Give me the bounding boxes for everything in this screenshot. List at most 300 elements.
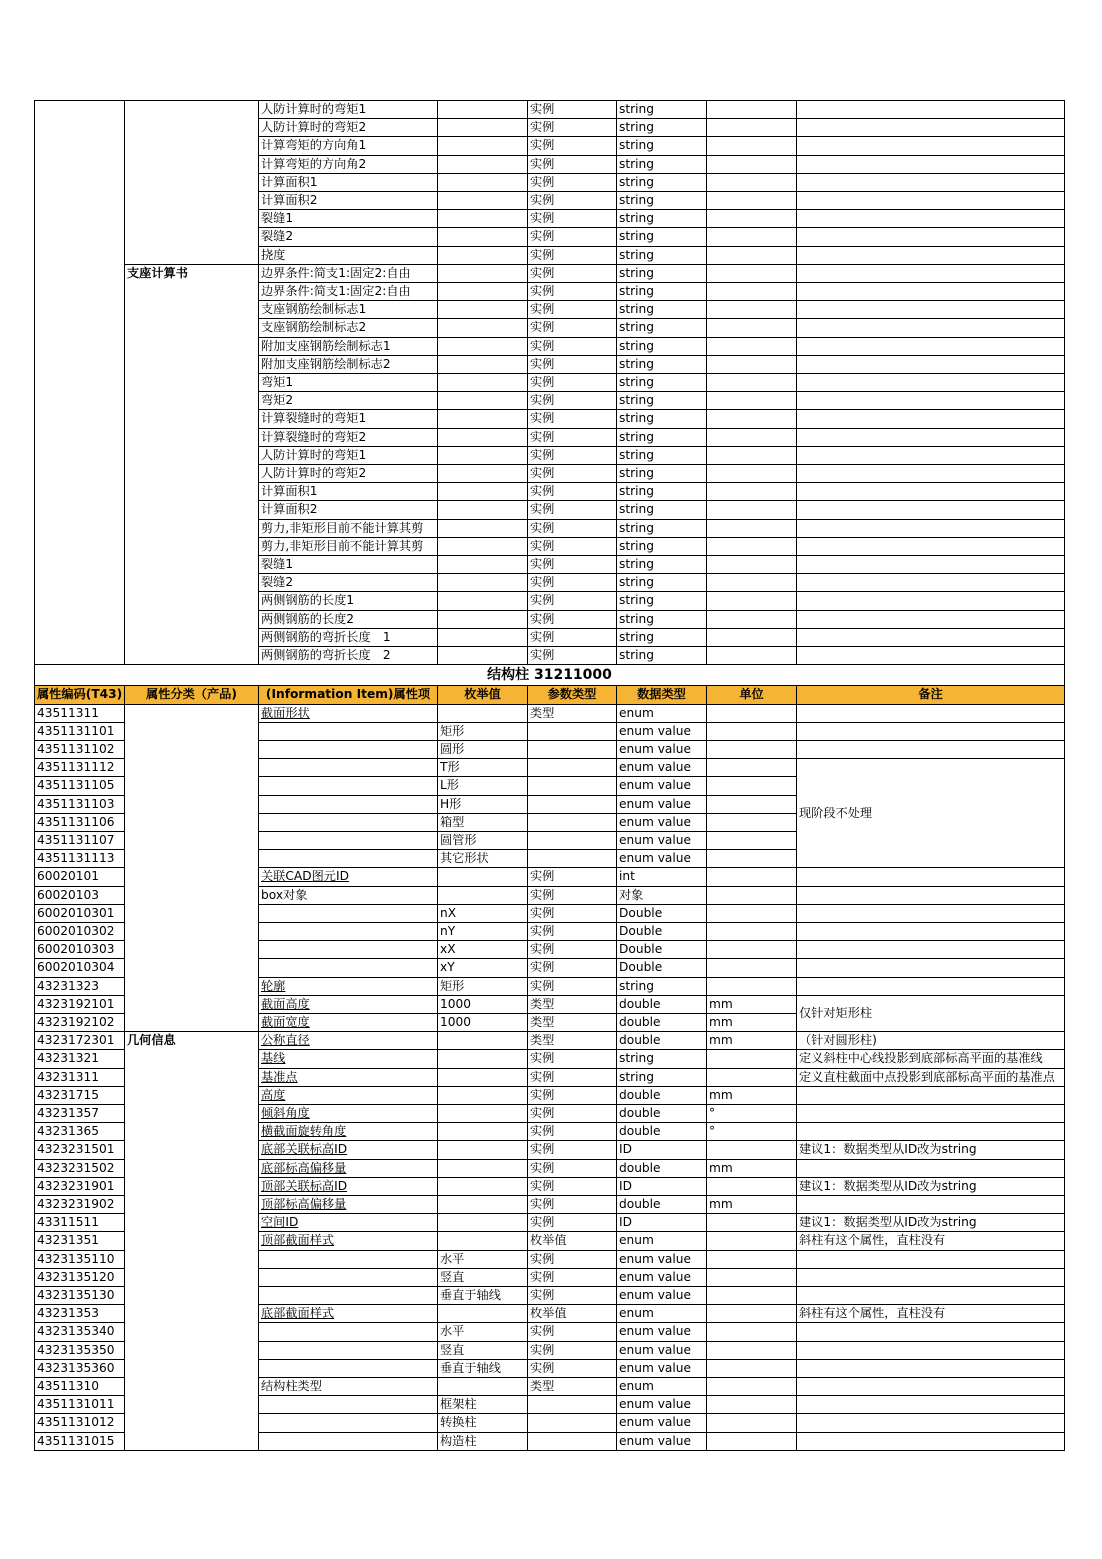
data-type-cell: enum value — [617, 740, 707, 758]
data-type-cell: enum value — [617, 831, 707, 849]
property-item-cell — [259, 1359, 438, 1377]
data-type-cell: enum value — [617, 1359, 707, 1377]
code-cell: 4351131107 — [35, 831, 125, 849]
enum-cell: 竖直 — [438, 1268, 528, 1286]
enum-cell: 框架柱 — [438, 1396, 528, 1414]
code-cell: 4351131106 — [35, 813, 125, 831]
enum-cell — [438, 1086, 528, 1104]
data-type-cell: enum value — [617, 850, 707, 868]
note-cell — [797, 941, 1065, 959]
enum-cell — [438, 610, 528, 628]
unit-cell — [707, 1323, 797, 1341]
enum-cell: H形 — [438, 795, 528, 813]
code-cell: 43311511 — [35, 1214, 125, 1232]
column-header: 备注 — [797, 686, 1065, 704]
data-type-cell: string — [617, 155, 707, 173]
param-type-cell: 实例 — [528, 173, 617, 191]
code-cell: 4351131112 — [35, 759, 125, 777]
param-type-cell: 实例 — [528, 1323, 617, 1341]
unit-cell — [707, 501, 797, 519]
table-row — [35, 101, 1065, 119]
column-header: 枚举值 — [438, 686, 528, 704]
unit-cell — [707, 1414, 797, 1432]
property-item-cell: 裂缝1 — [259, 210, 438, 228]
property-item-cell: 顶部关联标高ID — [259, 1177, 438, 1195]
note-cell — [797, 264, 1065, 282]
unit-cell — [707, 519, 797, 537]
data-type-cell: Double — [617, 922, 707, 940]
unit-cell: ° — [707, 1123, 797, 1141]
property-item-cell: 底部标高偏移量 — [259, 1159, 438, 1177]
param-type-cell: 类型 — [528, 704, 617, 722]
data-type-cell: string — [617, 483, 707, 501]
param-type-cell: 实例 — [528, 1195, 617, 1213]
param-type-cell: 实例 — [528, 264, 617, 282]
note-cell — [797, 173, 1065, 191]
enum-cell — [438, 264, 528, 282]
note-cell — [797, 301, 1065, 319]
unit-cell — [707, 1341, 797, 1359]
note-cell — [797, 610, 1065, 628]
param-type-cell — [528, 813, 617, 831]
unit-cell — [707, 777, 797, 795]
note-cell — [797, 1359, 1065, 1377]
property-item-cell: 计算面积1 — [259, 173, 438, 191]
code-cell: 43511311 — [35, 704, 125, 722]
enum-cell — [438, 501, 528, 519]
property-item-cell: 截面高度 — [259, 995, 438, 1013]
param-type-cell: 实例 — [528, 319, 617, 337]
note-cell — [797, 1396, 1065, 1414]
code-cell: 6002010304 — [35, 959, 125, 977]
unit-cell — [707, 246, 797, 264]
data-type-cell: string — [617, 537, 707, 555]
param-type-cell — [528, 850, 617, 868]
param-type-cell: 实例 — [528, 392, 617, 410]
code-cell: 4351131105 — [35, 777, 125, 795]
data-type-cell: ID — [617, 1214, 707, 1232]
note-cell — [797, 574, 1065, 592]
unit-cell — [707, 173, 797, 191]
property-item-cell: 基准点 — [259, 1068, 438, 1086]
enum-cell — [438, 1232, 528, 1250]
property-item-cell: 计算面积1 — [259, 483, 438, 501]
property-item-cell — [259, 1268, 438, 1286]
unit-cell — [707, 101, 797, 119]
note-cell — [797, 868, 1065, 886]
unit-cell — [707, 264, 797, 282]
data-type-cell: enum — [617, 1378, 707, 1396]
data-type-cell: enum value — [617, 795, 707, 813]
param-type-cell: 实例 — [528, 374, 617, 392]
unit-cell — [707, 283, 797, 301]
param-type-cell: 实例 — [528, 101, 617, 119]
property-item-cell — [259, 1287, 438, 1305]
param-type-cell: 实例 — [528, 301, 617, 319]
note-cell — [797, 1323, 1065, 1341]
property-item-cell: 结构柱类型 — [259, 1378, 438, 1396]
param-type-cell: 类型 — [528, 995, 617, 1013]
param-type-cell: 实例 — [528, 355, 617, 373]
data-type-cell: enum — [617, 704, 707, 722]
enum-cell: nX — [438, 904, 528, 922]
property-item-cell — [259, 922, 438, 940]
note-cell — [797, 501, 1065, 519]
param-type-cell: 实例 — [528, 119, 617, 137]
property-item-cell: 人防计算时的弯矩2 — [259, 465, 438, 483]
param-type-cell: 实例 — [528, 610, 617, 628]
data-type-cell: double — [617, 1032, 707, 1050]
property-item-cell: 计算弯矩的方向角1 — [259, 137, 438, 155]
data-type-cell: double — [617, 1195, 707, 1213]
unit-cell — [707, 465, 797, 483]
data-type-cell: string — [617, 592, 707, 610]
note-cell: 仅针对矩形柱 — [797, 995, 1065, 1031]
unit-cell — [707, 831, 797, 849]
enum-cell — [438, 301, 528, 319]
param-type-cell: 实例 — [528, 1268, 617, 1286]
unit-cell — [707, 959, 797, 977]
data-type-cell: ID — [617, 1177, 707, 1195]
property-item-cell: 底部关联标高ID — [259, 1141, 438, 1159]
unit-cell — [707, 119, 797, 137]
property-item-cell: box对象 — [259, 886, 438, 904]
data-type-cell: double — [617, 1086, 707, 1104]
data-type-cell: string — [617, 337, 707, 355]
param-type-cell: 实例 — [528, 483, 617, 501]
param-type-cell — [528, 1432, 617, 1450]
unit-cell — [707, 941, 797, 959]
param-type-cell: 类型 — [528, 1013, 617, 1031]
param-type-cell — [528, 722, 617, 740]
data-type-cell: string — [617, 574, 707, 592]
data-type-cell: string — [617, 446, 707, 464]
param-type-cell: 实例 — [528, 210, 617, 228]
column-header: 单位 — [707, 686, 797, 704]
unit-cell — [707, 446, 797, 464]
unit-cell — [707, 740, 797, 758]
note-cell: 斜柱有这个属性，直柱没有 — [797, 1305, 1065, 1323]
section-title: 结构柱 31211000 — [35, 665, 1065, 686]
enum-cell: 竖直 — [438, 1341, 528, 1359]
code-cell: 4323135350 — [35, 1341, 125, 1359]
unit-cell — [707, 374, 797, 392]
enum-cell — [438, 392, 528, 410]
unit-cell — [707, 1432, 797, 1450]
unit-cell — [707, 192, 797, 210]
property-item-cell: 顶部标高偏移量 — [259, 1195, 438, 1213]
data-type-cell: 对象 — [617, 886, 707, 904]
property-item-cell: 倾斜角度 — [259, 1104, 438, 1122]
property-item-cell — [259, 813, 438, 831]
property-item-cell — [259, 777, 438, 795]
enum-cell: 垂直于轴线 — [438, 1359, 528, 1377]
note-cell — [797, 1104, 1065, 1122]
property-item-cell: 裂缝2 — [259, 228, 438, 246]
note-cell: 建议1：数据类型从ID改为string — [797, 1177, 1065, 1195]
enum-cell — [438, 1068, 528, 1086]
data-type-cell: string — [617, 301, 707, 319]
note-cell — [797, 446, 1065, 464]
note-cell — [797, 1287, 1065, 1305]
property-item-cell: 裂缝2 — [259, 574, 438, 592]
note-cell — [797, 428, 1065, 446]
unit-cell — [707, 155, 797, 173]
param-type-cell: 实例 — [528, 283, 617, 301]
enum-cell — [438, 1177, 528, 1195]
enum-cell: 1000 — [438, 995, 528, 1013]
param-type-cell: 实例 — [528, 228, 617, 246]
unit-cell — [707, 410, 797, 428]
property-item-cell: 人防计算时的弯矩1 — [259, 446, 438, 464]
data-type-cell: string — [617, 501, 707, 519]
unit-cell — [707, 886, 797, 904]
data-type-cell: enum value — [617, 1287, 707, 1305]
unit-cell — [707, 850, 797, 868]
data-type-cell: enum value — [617, 1341, 707, 1359]
enum-cell — [438, 1378, 528, 1396]
unit-cell — [707, 1359, 797, 1377]
code-cell: 4323135130 — [35, 1287, 125, 1305]
param-type-cell: 实例 — [528, 959, 617, 977]
enum-cell — [438, 374, 528, 392]
unit-cell — [707, 228, 797, 246]
param-type-cell — [528, 1414, 617, 1432]
param-type-cell: 实例 — [528, 1159, 617, 1177]
data-type-cell: enum value — [617, 1268, 707, 1286]
param-type-cell: 实例 — [528, 1359, 617, 1377]
param-type-cell: 实例 — [528, 922, 617, 940]
property-item-cell: 基线 — [259, 1050, 438, 1068]
enum-cell — [438, 246, 528, 264]
note-cell — [797, 101, 1065, 119]
note-cell — [797, 537, 1065, 555]
enum-cell: T形 — [438, 759, 528, 777]
unit-cell — [707, 337, 797, 355]
property-item-cell: 边界条件:简支1:固定2:自由 — [259, 283, 438, 301]
property-item-cell — [259, 831, 438, 849]
note-cell — [797, 355, 1065, 373]
param-type-cell: 实例 — [528, 556, 617, 574]
enum-cell — [438, 1195, 528, 1213]
data-type-cell: double — [617, 995, 707, 1013]
enum-cell — [438, 319, 528, 337]
note-cell — [797, 228, 1065, 246]
note-cell — [797, 119, 1065, 137]
enum-cell — [438, 1141, 528, 1159]
code-cell: 43231323 — [35, 977, 125, 995]
column-header: 参数类型 — [528, 686, 617, 704]
unit-cell — [707, 647, 797, 665]
code-cell: 4323172301 — [35, 1032, 125, 1050]
data-type-cell: enum value — [617, 1414, 707, 1432]
property-item-cell: 两侧钢筋的弯折长度 1 — [259, 628, 438, 646]
unit-cell — [707, 392, 797, 410]
enum-cell — [438, 868, 528, 886]
code-cell: 6002010303 — [35, 941, 125, 959]
enum-cell: 箱型 — [438, 813, 528, 831]
unit-cell — [707, 556, 797, 574]
unit-cell — [707, 759, 797, 777]
data-type-cell: string — [617, 264, 707, 282]
property-item-cell: 人防计算时的弯矩1 — [259, 101, 438, 119]
note-cell: 定义直柱截面中点投影到底部标高平面的基准点 — [797, 1068, 1065, 1086]
param-type-cell: 实例 — [528, 904, 617, 922]
param-type-cell: 实例 — [528, 519, 617, 537]
category-cell: 几何信息 — [125, 1032, 259, 1451]
code-cell: 4351131012 — [35, 1414, 125, 1432]
enum-cell — [438, 155, 528, 173]
param-type-cell: 实例 — [528, 537, 617, 555]
unit-cell — [707, 592, 797, 610]
enum-cell: 垂直于轴线 — [438, 1287, 528, 1305]
data-type-cell: string — [617, 137, 707, 155]
property-item-cell: 关联CAD图元ID — [259, 868, 438, 886]
code-cell: 43231353 — [35, 1305, 125, 1323]
note-cell — [797, 1250, 1065, 1268]
property-item-cell: 轮廓 — [259, 977, 438, 995]
enum-cell: 矩形 — [438, 977, 528, 995]
property-item-cell — [259, 795, 438, 813]
unit-cell — [707, 301, 797, 319]
enum-cell: 圆管形 — [438, 831, 528, 849]
unit-cell — [707, 922, 797, 940]
param-type-cell — [528, 740, 617, 758]
enum-cell: 圆形 — [438, 740, 528, 758]
data-type-cell: string — [617, 246, 707, 264]
data-type-cell: string — [617, 119, 707, 137]
unit-cell — [707, 1068, 797, 1086]
param-type-cell: 实例 — [528, 246, 617, 264]
property-item-cell: 空间ID — [259, 1214, 438, 1232]
param-type-cell: 实例 — [528, 1050, 617, 1068]
param-type-cell: 实例 — [528, 886, 617, 904]
unit-cell: mm — [707, 995, 797, 1013]
property-item-cell — [259, 850, 438, 868]
note-cell: 斜柱有这个属性，直柱没有 — [797, 1232, 1065, 1250]
code-cell: 4323192102 — [35, 1013, 125, 1031]
property-item-cell: 计算弯矩的方向角2 — [259, 155, 438, 173]
note-cell — [797, 483, 1065, 501]
note-cell — [797, 1159, 1065, 1177]
data-type-cell: string — [617, 210, 707, 228]
code-cell: 4323231901 — [35, 1177, 125, 1195]
code-cell: 4323231902 — [35, 1195, 125, 1213]
unit-cell — [707, 1050, 797, 1068]
note-cell — [797, 922, 1065, 940]
note-cell — [797, 592, 1065, 610]
param-type-cell: 实例 — [528, 1177, 617, 1195]
enum-cell — [438, 537, 528, 555]
data-type-cell: Double — [617, 904, 707, 922]
enum-cell: L形 — [438, 777, 528, 795]
property-item-cell: 裂缝1 — [259, 556, 438, 574]
note-cell — [797, 210, 1065, 228]
note-cell — [797, 556, 1065, 574]
enum-cell — [438, 137, 528, 155]
property-item-cell: 剪力,非矩形目前不能计算其剪 — [259, 537, 438, 555]
data-type-cell: enum value — [617, 813, 707, 831]
unit-cell — [707, 904, 797, 922]
note-cell — [797, 374, 1065, 392]
enum-cell — [438, 1214, 528, 1232]
data-type-cell: double — [617, 1159, 707, 1177]
property-item-cell — [259, 1432, 438, 1450]
data-type-cell: enum value — [617, 1432, 707, 1450]
unit-cell — [707, 137, 797, 155]
property-item-cell: 截面形状 — [259, 704, 438, 722]
data-type-cell: string — [617, 319, 707, 337]
property-item-cell: 截面宽度 — [259, 1013, 438, 1031]
property-item-cell: 高度 — [259, 1086, 438, 1104]
param-type-cell: 实例 — [528, 1287, 617, 1305]
property-item-cell: 两侧钢筋的长度1 — [259, 592, 438, 610]
enum-cell — [438, 1104, 528, 1122]
note-cell — [797, 137, 1065, 155]
unit-cell — [707, 813, 797, 831]
enum-cell — [438, 704, 528, 722]
code-cell: 43231365 — [35, 1123, 125, 1141]
note-cell — [797, 628, 1065, 646]
note-cell — [797, 465, 1065, 483]
data-type-cell: string — [617, 173, 707, 191]
param-type-cell: 实例 — [528, 1068, 617, 1086]
data-type-cell: string — [617, 628, 707, 646]
code-cell: 43231357 — [35, 1104, 125, 1122]
code-cell: 4323231501 — [35, 1141, 125, 1159]
table-row — [35, 704, 1065, 722]
unit-cell — [707, 428, 797, 446]
note-cell — [797, 392, 1065, 410]
property-item-cell — [259, 1323, 438, 1341]
enum-cell: 水平 — [438, 1250, 528, 1268]
code-cell: 4323135120 — [35, 1268, 125, 1286]
unit-cell — [707, 1378, 797, 1396]
param-type-cell: 实例 — [528, 337, 617, 355]
unit-cell — [707, 537, 797, 555]
data-type-cell: string — [617, 465, 707, 483]
code-cell: 43511310 — [35, 1378, 125, 1396]
enum-cell: nY — [438, 922, 528, 940]
param-type-cell: 实例 — [528, 501, 617, 519]
param-type-cell: 实例 — [528, 1250, 617, 1268]
data-type-cell: double — [617, 1013, 707, 1031]
note-cell — [797, 283, 1065, 301]
unit-cell: mm — [707, 1032, 797, 1050]
property-item-cell: 顶部截面样式 — [259, 1232, 438, 1250]
code-cell: 6002010302 — [35, 922, 125, 940]
unit-cell — [707, 610, 797, 628]
param-type-cell — [528, 759, 617, 777]
param-type-cell: 实例 — [528, 868, 617, 886]
column-header: 属性编码(T43) — [35, 686, 125, 704]
param-type-cell: 实例 — [528, 1141, 617, 1159]
code-cell: 43231321 — [35, 1050, 125, 1068]
note-cell — [797, 740, 1065, 758]
param-type-cell: 实例 — [528, 574, 617, 592]
enum-cell — [438, 1123, 528, 1141]
property-item-cell: 计算裂缝时的弯矩2 — [259, 428, 438, 446]
section-title-row — [35, 665, 1065, 686]
note-cell — [797, 886, 1065, 904]
note-cell — [797, 959, 1065, 977]
category-cell: 支座计算书 — [125, 264, 259, 664]
note-cell — [797, 519, 1065, 537]
note-cell — [797, 155, 1065, 173]
note-cell — [797, 977, 1065, 995]
data-type-cell: string — [617, 977, 707, 995]
data-type-cell: string — [617, 192, 707, 210]
